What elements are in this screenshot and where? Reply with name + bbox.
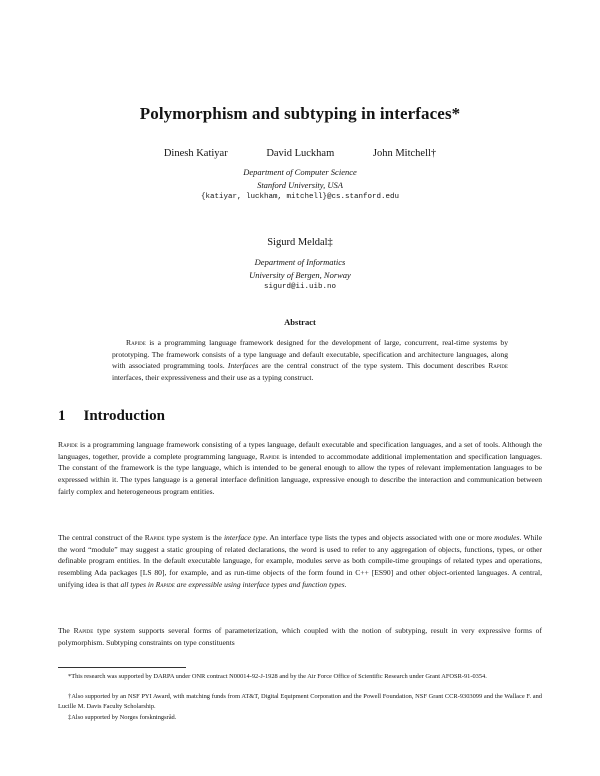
affiliation-university: University of Bergen, Norway [249,269,351,280]
affiliation-department: Department of Computer Science [243,167,357,177]
body-paragraph: Rapide is a programming language framework consisting of a types language, default executable and specification languages, and a set of tools. Although the languages, together, provide a complete programming language, Rapide is intended to accommodate additional implementation and specification languages. The constant of the framework is the type language, which is intended to be general enough to allow the types of relevant implementation languages to be expressed within it. The types language is a general interface definition language, expressive enough to describe the interaction and communication between fairly complex and heterogeneous program entities. [58,440,542,496]
paper-title: Polymorphism and subtyping in interfaces* [139,104,461,123]
footnote: ‡Also supported by Norges forskningsråd. [68,714,177,721]
footnote: †Also supported by an NSF PYI Award, with matching funds from AT&T, Digital Equipment Corporation and the Powell Foundation, NSF Grant CCR-9303099 and the Wallace F. and Lucille M. Davis Faculty Scholarship. [58,693,542,710]
affiliation-stanford [0,166,600,204]
section-heading [58,408,165,425]
affiliation-department: Department of Informatics [254,257,346,267]
body-paragraph: The Rapide type system supports several forms of parameterization, which coupled with the notion of subtyping, result in very expressive forms of polymorphism. Subtyping constraints on type constituents [58,626,542,647]
rapide-name: Rapide [126,338,146,347]
affiliation-email: sigurd@ii.uib.no [263,283,336,291]
section-title: Introduction [83,408,165,424]
author-name: John Mitchell† [372,148,437,159]
footnote-rule [58,667,186,668]
affiliation-university: Stanford University, USA [257,179,343,190]
affiliation-email: {katiyar, luckham, mitchell}@cs.stanford.edu [200,193,400,201]
abstract-text: Rapide is a programming language framework designed for the development of large, concurrent, real-time systems by prototyping. The framework consists of a type language and default executable, specification and architecture languages, along with associated programming tools. Interfaces are the central construct of the type system. This document describes Rapide interfaces, their expressiveness and their use as a typing construct. [112,338,509,383]
author-name: Dinesh Katiyar [163,148,228,159]
abstract-heading: Abstract [284,317,316,327]
author-name: David Luckham [266,148,335,159]
affiliation-bergen [0,256,600,294]
section-number: 1 [58,408,66,424]
rapide-name: Rapide [488,361,508,371]
body-paragraph: The central construct of the Rapide type system is the interface type. An interface type lists the types and objects associated with one or more modules. While the word “module” may suggest a static grouping of related declarations, the word is used to refer to any aggregation of objects, functions, types, or other definable program entities. In the default executable language, for example, modules serve as both compile-time groupings of related types and operations, resembling Ada packages [LS 80], for example, and as run-time objects of the form found in C++ [ES90] and other object-oriented languages. A central, unifying idea is that all types in Rapide are expressible using interface types and function types. [58,533,542,589]
footnote: *This research was supported by DARPA under ONR contract N00014-92-J-1928 and by the Air Force Office of Scientific Research under Grant AFOSR-91-0354. [68,673,487,680]
author-list [0,148,600,159]
author-name-meldal: Sigurd Meldal‡ [267,237,333,248]
